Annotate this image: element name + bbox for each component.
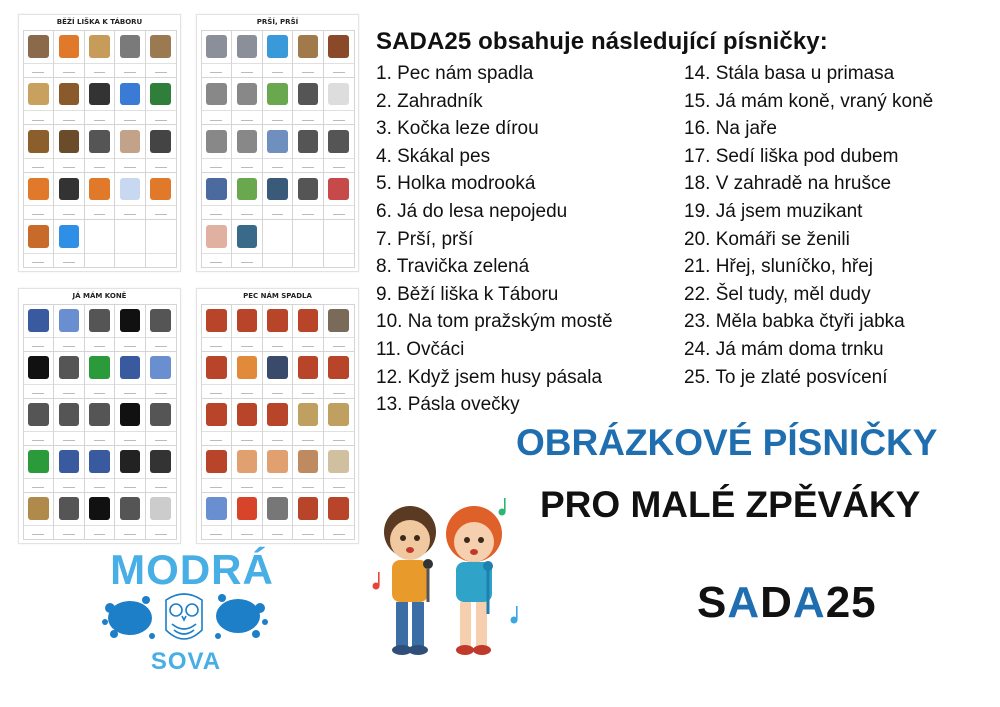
song-item: 1. Pec nám spadla xyxy=(376,63,534,84)
pictogram-icon xyxy=(267,309,288,331)
song-item: 12. Když jsem husy pásala xyxy=(376,366,603,388)
set-code-part: 25 xyxy=(825,578,877,627)
sheet-thumbnail-4 xyxy=(196,288,359,544)
pictogram-cell xyxy=(231,445,263,493)
song-item: 5. Holka modrooká xyxy=(376,173,536,195)
pictogram-cell xyxy=(323,492,355,540)
pictogram-icon xyxy=(328,356,349,378)
pictogram-cell xyxy=(23,77,55,125)
pictogram-cell xyxy=(53,492,85,540)
set-code-part: D xyxy=(760,578,793,627)
pictogram-icon xyxy=(298,35,319,58)
pictogram-icon xyxy=(89,178,110,201)
pictogram-cell xyxy=(84,124,116,172)
pictogram-cell xyxy=(231,172,263,220)
pictogram-icon xyxy=(28,356,49,378)
song-list-column-2 xyxy=(684,60,933,391)
pictogram-cell xyxy=(53,304,85,352)
pictogram-cell xyxy=(114,172,146,220)
pictogram-icon xyxy=(150,309,171,331)
pictogram-icon xyxy=(120,309,141,331)
pictogram-icon xyxy=(59,225,80,248)
pictogram-cell xyxy=(145,445,177,493)
pictogram-icon xyxy=(150,497,171,519)
pictogram-icon xyxy=(28,309,49,331)
pictogram-cell xyxy=(262,304,294,352)
pictogram-cell xyxy=(292,30,324,78)
pictogram-icon xyxy=(237,497,258,519)
pictogram-cell xyxy=(262,351,294,399)
set-code-part: A xyxy=(792,578,826,627)
song-item: 15. Já mám koně, vraný koně xyxy=(684,90,934,112)
pictogram-cell xyxy=(53,219,85,267)
owl-splash-logo-icon xyxy=(102,590,268,648)
pictogram-cell xyxy=(145,124,177,172)
pictogram-icon xyxy=(328,178,349,201)
pictogram-cell xyxy=(201,172,233,220)
pictogram-cell xyxy=(84,445,116,493)
pictogram-cell xyxy=(201,30,233,78)
pictogram-icon xyxy=(267,497,288,519)
pictogram-icon xyxy=(89,83,110,106)
pictogram-icon xyxy=(89,130,110,153)
pictogram-cell xyxy=(292,445,324,493)
set-code-part: S xyxy=(697,578,728,627)
pictogram-cell xyxy=(114,77,146,125)
pictogram-cell xyxy=(145,77,177,125)
pictogram-cell xyxy=(292,492,324,540)
pictogram-icon xyxy=(120,130,141,153)
pictogram-cell xyxy=(84,304,116,352)
pictogram-cell xyxy=(262,445,294,493)
pictogram-icon xyxy=(59,130,80,153)
pictogram-icon xyxy=(28,450,49,472)
pictogram-cell xyxy=(323,30,355,78)
pictogram-icon xyxy=(298,403,319,425)
pictogram-cell xyxy=(231,398,263,446)
pictogram-cell xyxy=(23,351,55,399)
pictogram-icon xyxy=(206,403,227,425)
pictogram-cell xyxy=(201,351,233,399)
pictogram-cell xyxy=(114,30,146,78)
pictogram-cell xyxy=(114,398,146,446)
pictogram-cell xyxy=(323,351,355,399)
pictogram-icon xyxy=(328,450,349,472)
song-item: 20. Komáři se ženili xyxy=(684,228,850,250)
pictogram-icon xyxy=(267,450,288,472)
pictogram-cell xyxy=(231,124,263,172)
pictogram-cell xyxy=(23,124,55,172)
pictogram-icon xyxy=(328,309,349,331)
song-item: 3. Kočka leze dírou xyxy=(376,118,539,140)
pictogram-icon xyxy=(298,497,319,519)
pictogram-icon xyxy=(237,130,258,153)
pictogram-icon xyxy=(298,130,319,153)
pictogram-icon xyxy=(120,403,141,425)
pictogram-icon xyxy=(59,450,80,472)
sheet-thumbnail-1 xyxy=(18,14,181,272)
sheet-title: PEC NÁM SPADLA xyxy=(243,292,312,300)
pictogram-cell xyxy=(84,77,116,125)
headline-subtitle: PRO MALÉ ZPĚVÁKY xyxy=(540,484,921,525)
pictogram-cell xyxy=(292,172,324,220)
pictogram-icon xyxy=(267,35,288,58)
sheet-grid xyxy=(201,304,354,539)
logo-text-top: MODRÁ xyxy=(110,546,274,593)
pictogram-cell xyxy=(23,492,55,540)
song-item: 21. Hřej, sluníčko, hřej xyxy=(684,256,874,278)
pictogram-icon xyxy=(237,450,258,472)
pictogram-icon xyxy=(59,309,80,331)
pictogram-cell xyxy=(262,219,294,267)
logo-text-bottom: SOVA xyxy=(150,648,222,675)
song-item: 18. V zahradě na hrušce xyxy=(684,173,892,195)
pictogram-cell xyxy=(53,398,85,446)
song-item: 6. Já do lesa nepojedu xyxy=(376,200,568,222)
pictogram-icon xyxy=(206,130,227,153)
pictogram-cell xyxy=(201,219,233,267)
song-list-column-1 xyxy=(376,60,613,419)
pictogram-cell xyxy=(323,172,355,220)
pictogram-icon xyxy=(89,356,110,378)
pictogram-icon xyxy=(298,309,319,331)
pictogram-cell xyxy=(231,219,263,267)
headline-title: OBRÁZKOVÉ PÍSNIČKY xyxy=(516,422,938,463)
pictogram-icon xyxy=(237,178,258,201)
pictogram-icon xyxy=(206,309,227,331)
pictogram-cell xyxy=(84,351,116,399)
pictogram-icon xyxy=(120,497,141,519)
pictogram-icon xyxy=(150,35,171,58)
pictogram-icon xyxy=(28,83,49,106)
singing-kids-illustration-icon xyxy=(368,494,528,670)
pictogram-icon xyxy=(28,225,49,248)
pictogram-icon xyxy=(120,356,141,378)
pictogram-icon xyxy=(206,35,227,58)
pictogram-icon xyxy=(298,356,319,378)
pictogram-cell xyxy=(84,30,116,78)
pictogram-cell xyxy=(262,172,294,220)
pictogram-icon xyxy=(206,450,227,472)
pictogram-icon xyxy=(59,178,80,201)
pictogram-icon xyxy=(206,356,227,378)
sheet-thumbnail-2 xyxy=(196,14,359,272)
pictogram-cell xyxy=(53,124,85,172)
pictogram-icon xyxy=(89,497,110,519)
pictogram-cell xyxy=(323,398,355,446)
pictogram-icon xyxy=(298,225,319,248)
pictogram-icon xyxy=(267,178,288,201)
pictogram-icon xyxy=(150,356,171,378)
pictogram-icon xyxy=(150,225,171,248)
pictogram-icon xyxy=(206,225,227,248)
pictogram-cell xyxy=(262,124,294,172)
pictogram-cell xyxy=(231,492,263,540)
pictogram-cell xyxy=(201,445,233,493)
pictogram-icon xyxy=(28,178,49,201)
pictogram-icon xyxy=(150,450,171,472)
pictogram-cell xyxy=(201,77,233,125)
pictogram-icon xyxy=(237,225,258,248)
pictogram-icon xyxy=(59,403,80,425)
pictogram-icon xyxy=(237,356,258,378)
pictogram-cell xyxy=(23,30,55,78)
pictogram-icon xyxy=(298,450,319,472)
pictogram-cell xyxy=(292,398,324,446)
pictogram-icon xyxy=(206,497,227,519)
song-item: 24. Já mám doma trnku xyxy=(684,338,884,360)
song-item: 22. Šel tudy, měl dudy xyxy=(684,283,871,305)
pictogram-icon xyxy=(89,450,110,472)
pictogram-icon xyxy=(150,403,171,425)
pictogram-icon xyxy=(237,403,258,425)
pictogram-cell xyxy=(23,172,55,220)
pictogram-cell xyxy=(145,398,177,446)
pictogram-icon xyxy=(267,130,288,153)
pictogram-icon xyxy=(267,356,288,378)
pictogram-cell xyxy=(323,219,355,267)
pictogram-icon xyxy=(237,83,258,106)
song-item: 7. Prší, prší xyxy=(376,228,474,250)
pictogram-icon xyxy=(150,130,171,153)
pictogram-icon xyxy=(267,225,288,248)
pictogram-cell xyxy=(262,492,294,540)
song-item: 14. Stála basa u primasa xyxy=(684,63,895,84)
pictogram-icon xyxy=(28,403,49,425)
song-item: 9. Běží liška k Táboru xyxy=(376,283,559,305)
pictogram-icon xyxy=(206,178,227,201)
pictogram-icon xyxy=(28,497,49,519)
pictogram-cell xyxy=(323,304,355,352)
song-item: 19. Já jsem muzikant xyxy=(684,200,863,222)
sheet-title: BĚŽÍ LIŠKA K TÁBORU xyxy=(56,18,143,26)
pictogram-icon xyxy=(267,83,288,106)
pictogram-icon xyxy=(120,178,141,201)
pictogram-cell xyxy=(201,124,233,172)
pictogram-cell xyxy=(231,30,263,78)
pictogram-icon xyxy=(150,178,171,201)
sheet-title: PRŠÍ, PRŠÍ xyxy=(256,18,299,26)
pictogram-icon xyxy=(89,309,110,331)
set-code-part: A xyxy=(727,578,761,627)
pictogram-icon xyxy=(120,35,141,58)
pictogram-cell xyxy=(145,172,177,220)
pictogram-cell xyxy=(231,77,263,125)
pictogram-icon xyxy=(150,83,171,106)
pictogram-cell xyxy=(262,77,294,125)
pictogram-cell xyxy=(23,398,55,446)
pictogram-icon xyxy=(28,35,49,58)
pictogram-icon xyxy=(59,83,80,106)
pictogram-icon xyxy=(328,130,349,153)
song-item: 25. To je zlaté posvícení xyxy=(684,366,888,388)
pictogram-cell xyxy=(292,351,324,399)
pictogram-icon xyxy=(89,225,110,248)
song-item: 16. Na jaře xyxy=(684,118,777,140)
pictogram-cell xyxy=(53,445,85,493)
pictogram-cell xyxy=(323,124,355,172)
pictogram-icon xyxy=(328,403,349,425)
pictogram-cell xyxy=(23,304,55,352)
pictogram-icon xyxy=(206,83,227,106)
pictogram-cell xyxy=(84,398,116,446)
song-item: 4. Skákal pes xyxy=(376,145,491,167)
pictogram-cell xyxy=(114,445,146,493)
set-code xyxy=(697,578,877,628)
pictogram-icon xyxy=(59,356,80,378)
sheet-grid xyxy=(23,304,176,539)
pictogram-cell xyxy=(114,351,146,399)
pictogram-cell xyxy=(292,124,324,172)
song-item: 13. Pásla ovečky xyxy=(376,394,520,416)
song-item: 11. Ovčáci xyxy=(376,338,465,360)
pictogram-cell xyxy=(145,219,177,267)
pictogram-cell xyxy=(201,492,233,540)
pictogram-icon xyxy=(267,403,288,425)
pictogram-cell xyxy=(114,124,146,172)
pictogram-cell xyxy=(292,77,324,125)
pictogram-cell xyxy=(23,445,55,493)
song-item: 17. Sedí liška pod dubem xyxy=(684,145,899,167)
pictogram-icon xyxy=(328,225,349,248)
pictogram-cell xyxy=(231,351,263,399)
pictogram-cell xyxy=(201,398,233,446)
sheet-thumbnail-3 xyxy=(18,288,181,544)
pictogram-cell xyxy=(292,219,324,267)
pictogram-icon xyxy=(120,83,141,106)
pictogram-cell xyxy=(231,304,263,352)
song-item: 23. Měla babka čtyři jabka xyxy=(684,311,905,333)
pictogram-cell xyxy=(84,172,116,220)
pictogram-cell xyxy=(114,304,146,352)
pictogram-cell xyxy=(145,30,177,78)
pictogram-cell xyxy=(114,219,146,267)
pictogram-icon xyxy=(328,35,349,58)
pictogram-icon xyxy=(328,497,349,519)
pictogram-cell xyxy=(53,351,85,399)
pictogram-cell xyxy=(292,304,324,352)
pictogram-cell xyxy=(53,30,85,78)
sheet-grid xyxy=(23,30,176,267)
pictogram-cell xyxy=(262,398,294,446)
pictogram-cell xyxy=(145,351,177,399)
pictogram-icon xyxy=(59,497,80,519)
pictogram-icon xyxy=(120,225,141,248)
pictogram-cell xyxy=(323,77,355,125)
pictogram-icon xyxy=(59,35,80,58)
pictogram-cell xyxy=(114,492,146,540)
pictogram-icon xyxy=(89,35,110,58)
song-list-heading: SADA25 obsahuje následující písničky: xyxy=(376,28,828,55)
pictogram-cell xyxy=(23,219,55,267)
pictogram-icon xyxy=(89,403,110,425)
pictogram-cell xyxy=(323,445,355,493)
sheet-title: JÁ MÁM KONĚ xyxy=(72,292,127,300)
pictogram-cell xyxy=(53,77,85,125)
pictogram-icon xyxy=(237,309,258,331)
pictogram-icon xyxy=(237,35,258,58)
pictogram-cell xyxy=(53,172,85,220)
pictogram-cell xyxy=(145,304,177,352)
pictogram-icon xyxy=(298,83,319,106)
song-item: 8. Travička zelená xyxy=(376,256,530,278)
pictogram-cell xyxy=(84,219,116,267)
pictogram-cell xyxy=(262,30,294,78)
pictogram-cell xyxy=(84,492,116,540)
song-item: 10. Na tom pražským mostě xyxy=(376,311,613,333)
pictogram-icon xyxy=(298,178,319,201)
pictogram-icon xyxy=(120,450,141,472)
song-item: 2. Zahradník xyxy=(376,90,483,112)
pictogram-cell xyxy=(201,304,233,352)
pictogram-cell xyxy=(145,492,177,540)
pictogram-icon xyxy=(328,83,349,106)
pictogram-icon xyxy=(28,130,49,153)
sheet-grid xyxy=(201,30,354,267)
